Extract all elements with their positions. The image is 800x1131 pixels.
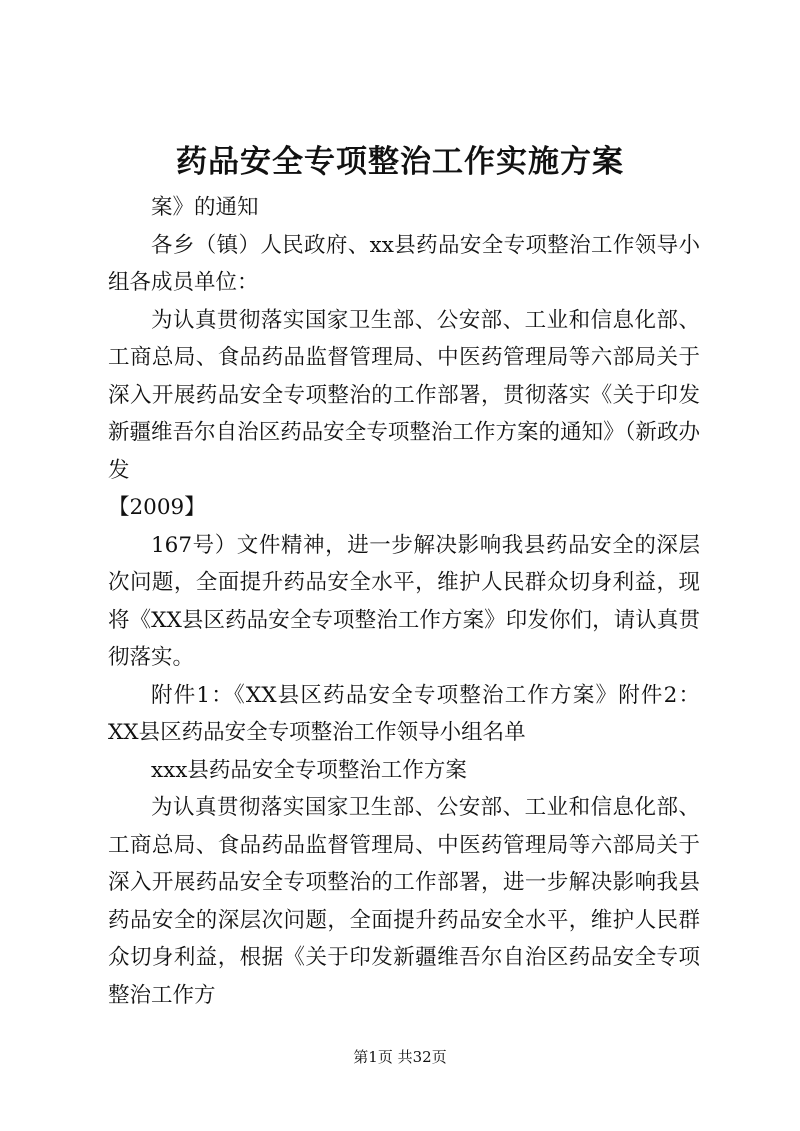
paragraph-attachments: 附件1：《XX县区药品安全专项整治工作方案》附件2：XX县区药品安全专项整治工作领导小组名单: [108, 682, 700, 745]
paragraph-purpose: 为认真贯彻落实国家卫生部、公安部、工业和信息化部、工商总局、食品药品监督管理局、中医药管理局等六部局关于深入开展药品安全专项整治的工作部署，贯彻落实《关于印发新疆维吾尔自治区药品安全专项整治工作方案的通知》（新政办发: [108, 307, 700, 483]
paragraph-notice-suffix: 案》的通知: [151, 195, 259, 220]
page-number-footer: 第1页 共32页: [353, 1048, 447, 1066]
paragraph-document-spirit: 167号）文件精神，进一步解决影响我县药品安全的深层次问题，全面提升药品安全水平，维护人民群众切身利益，现将《XX县区药品安全专项整治工作方案》印发你们，请认真贯彻落实。: [108, 532, 700, 670]
paragraph-document-year: 【2009】: [108, 495, 206, 520]
document-title: 药品安全专项整治工作实施方案: [176, 144, 624, 180]
document-body: [108, 189, 700, 1014]
paragraph-plan-heading: xxx县药品安全专项整治工作方案: [151, 757, 467, 783]
paragraph-recipients: 各乡（镇）人民政府、xx县药品安全专项整治工作领导小组各成员单位：: [108, 232, 700, 295]
paragraph-plan-intro: 为认真贯彻落实国家卫生部、公安部、工业和信息化部、工商总局、食品药品监督管理局、中医药管理局等六部局关于深入开展药品安全专项整治的工作部署，进一步解决影响我县药品安全的深层次问题，全面提升药品安全水平，维护人民群众切身利益，根据《关于印发新疆维吾尔自治区药品安全专项整治工作方: [108, 795, 700, 1008]
